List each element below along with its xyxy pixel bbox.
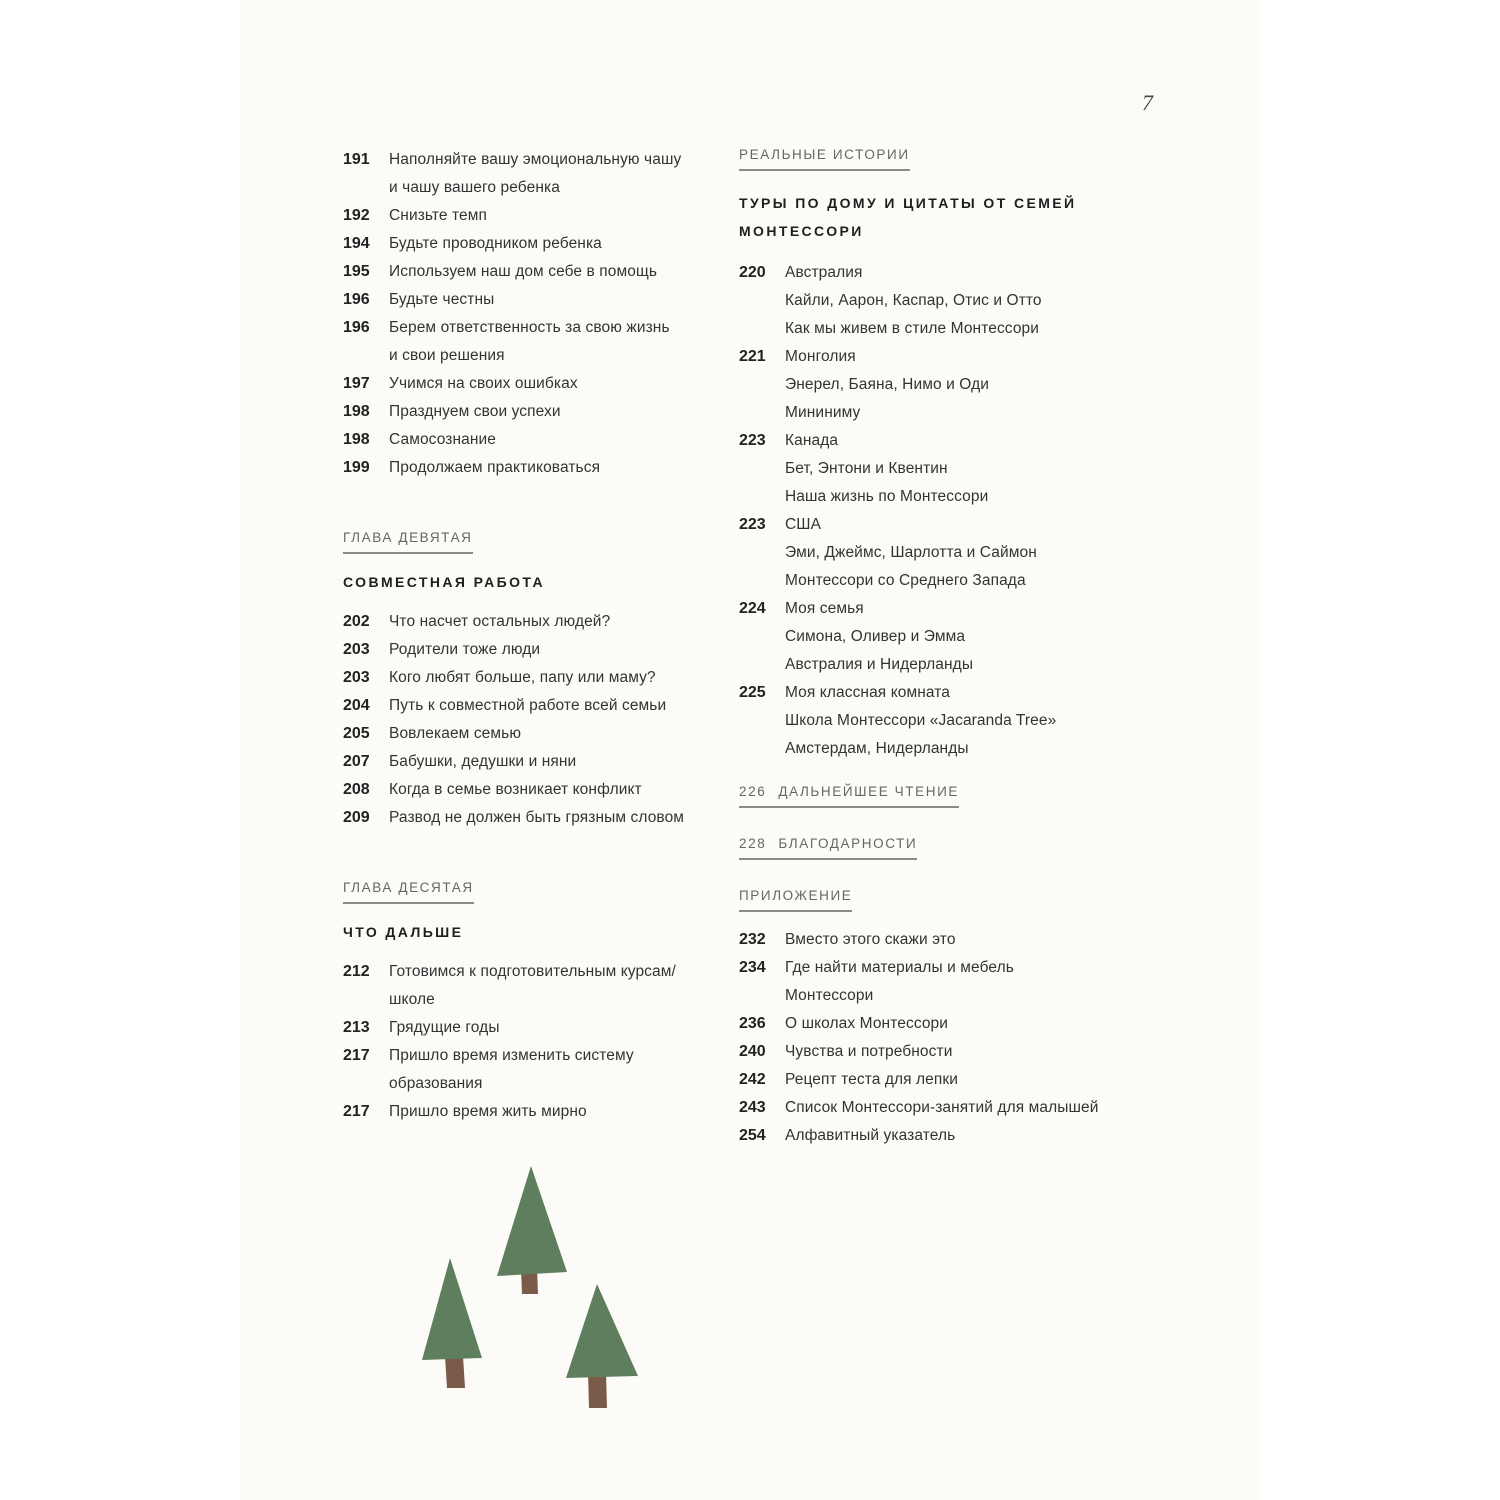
toc-entry — [739, 511, 1159, 595]
toc-list — [739, 926, 1159, 1150]
toc-entry-text — [389, 146, 713, 202]
chapter-title: СОВМЕСТНАЯ РАБОТА — [343, 574, 545, 590]
toc-entry-text — [785, 343, 1159, 427]
toc-page-number: 240 — [739, 1043, 766, 1060]
toc-entry-text — [389, 454, 713, 482]
toc-right-column — [739, 146, 1159, 1150]
toc-entry-line: Берем ответственность за свою жизнь — [389, 319, 670, 336]
toc-entry-line: О школах Монтессори — [785, 1015, 949, 1032]
toc-entry-text — [785, 679, 1159, 763]
toc-entry-line: Алфавитный указатель — [785, 1127, 956, 1144]
toc-entry — [739, 1038, 1159, 1066]
section-page-number: 228 — [739, 836, 767, 851]
toc-entry-line: Кайли, Аарон, Каспар, Отис и Отто — [785, 292, 1042, 309]
toc-entry-line: Как мы живем в стиле Монтессори — [785, 320, 1040, 337]
toc-page-number: 232 — [739, 931, 766, 948]
toc-entry-text — [389, 958, 713, 1014]
toc-entry-line: Празднуем свои успехи — [389, 403, 561, 420]
toc-entry-text — [785, 1066, 1159, 1094]
toc-entry-line: Вместо этого скажи это — [785, 931, 956, 948]
toc-page-number: 194 — [343, 235, 370, 252]
toc-entry-line: и чашу вашего ребенка — [389, 179, 560, 196]
toc-page-number: 242 — [739, 1071, 766, 1088]
toc-entry — [343, 776, 713, 804]
toc-entry-line: Самосознание — [389, 431, 496, 448]
toc-page-number: 196 — [343, 291, 370, 308]
toc-entry-line: Путь к совместной работе всей семьи — [389, 697, 667, 714]
toc-entry-text — [389, 804, 713, 832]
toc-entry-line: Мининиму — [785, 404, 861, 421]
toc-entry — [343, 1014, 713, 1042]
toc-entry-line: Список Монтессори-занятий для малышей — [785, 1099, 1099, 1116]
toc-entry — [739, 259, 1159, 343]
toc-entry-line: Используем наш дом себе в помощь — [389, 263, 658, 280]
toc-entry-line: Кого любят больше, папу или маму? — [389, 669, 656, 686]
toc-entry-line: Вовлекаем семью — [389, 725, 522, 742]
tree-illustration — [410, 1160, 650, 1420]
chapter-label: ГЛАВА ДЕВЯТАЯ — [343, 530, 473, 554]
toc-page-number: 254 — [739, 1127, 766, 1144]
toc-page-number: 220 — [739, 264, 766, 281]
section-page-number: 226 — [739, 784, 767, 799]
toc-entry-line: Что насчет остальных людей? — [389, 613, 611, 630]
section-title-line: ТУРЫ ПО ДОМУ И ЦИТАТЫ ОТ СЕМЕЙ — [739, 195, 1077, 211]
toc-entry — [343, 314, 713, 370]
toc-entry — [343, 426, 713, 454]
toc-entry-text — [389, 1098, 713, 1126]
toc-entry-line: образования — [389, 1075, 483, 1092]
toc-entry-line: Снизьте темп — [389, 207, 488, 224]
toc-entry-line: школе — [389, 991, 435, 1008]
toc-entry-text — [785, 511, 1159, 595]
toc-entry-line: Эми, Джеймс, Шарлотта и Саймон — [785, 544, 1037, 561]
chapter-title: ЧТО ДАЛЬШЕ — [343, 924, 464, 940]
toc-page-number: 209 — [343, 809, 370, 826]
toc-entry-text — [389, 692, 713, 720]
toc-entry-text — [389, 230, 713, 258]
section-label: ПРИЛОЖЕНИЕ — [739, 888, 852, 912]
toc-left-column — [343, 146, 713, 1126]
toc-entry-text — [785, 954, 1159, 1010]
toc-entry-text — [389, 426, 713, 454]
toc-page-number: 196 — [343, 319, 370, 336]
section-label-text: БЛАГОДАРНОСТИ — [778, 836, 918, 851]
page-number: 7 — [1142, 90, 1153, 115]
toc-list — [343, 958, 713, 1126]
toc-entry — [343, 258, 713, 286]
toc-entry-text — [785, 1038, 1159, 1066]
toc-entry-line: Развод не должен быть грязным словом — [389, 809, 685, 826]
toc-page-number: 205 — [343, 725, 370, 742]
toc-page-number: 197 — [343, 375, 370, 392]
toc-entry-text — [389, 748, 713, 776]
toc-entry-text — [785, 427, 1159, 511]
toc-page-number: 198 — [343, 431, 370, 448]
toc-page-number: 217 — [343, 1047, 370, 1064]
toc-entry — [343, 958, 713, 1014]
toc-entry-line: Монтессори со Среднего Запада — [785, 572, 1026, 589]
toc-entry-line: Где найти материалы и мебель — [785, 959, 1014, 976]
toc-entry — [343, 398, 713, 426]
toc-page-number: 221 — [739, 348, 766, 365]
toc-entry-line: Канада — [785, 432, 839, 449]
toc-page-number: 203 — [343, 641, 370, 658]
toc-entry-text — [389, 1042, 713, 1098]
toc-entry — [343, 202, 713, 230]
toc-entry-text — [389, 286, 713, 314]
toc-page-number: 207 — [343, 753, 370, 770]
toc-entry — [739, 427, 1159, 511]
tree-icon — [422, 1258, 482, 1388]
toc-entry — [343, 804, 713, 832]
toc-entry — [739, 926, 1159, 954]
toc-entry — [739, 1010, 1159, 1038]
toc-entry-line: Будьте проводником ребенка — [389, 235, 602, 252]
toc-entry-line: Моя классная комната — [785, 684, 951, 701]
toc-page-number: 203 — [343, 669, 370, 686]
toc-entry — [739, 595, 1159, 679]
chapter-label: ГЛАВА ДЕСЯТАЯ — [343, 880, 474, 904]
toc-entry — [343, 664, 713, 692]
section-title — [739, 189, 1159, 245]
toc-entry-line: США — [785, 516, 822, 533]
toc-entry — [343, 748, 713, 776]
toc-entry — [343, 230, 713, 258]
toc-entry-text — [389, 1014, 713, 1042]
toc-entry-text — [389, 398, 713, 426]
section-label — [739, 836, 917, 860]
toc-entry-line: Пришло время изменить систему — [389, 1047, 634, 1064]
toc-list — [343, 608, 713, 832]
toc-page-number: 202 — [343, 613, 370, 630]
toc-entry-line: Учимся на своих ошибках — [389, 375, 578, 392]
toc-page-number: 236 — [739, 1015, 766, 1032]
toc-entry — [343, 454, 713, 482]
toc-page-number: 195 — [343, 263, 370, 280]
toc-entry-line: Наполняйте вашу эмоциональную чашу — [389, 151, 682, 168]
toc-page-number: 212 — [343, 963, 370, 980]
toc-entry-text — [389, 776, 713, 804]
section-title-line: МОНТЕССОРИ — [739, 223, 864, 239]
toc-page-number: 208 — [343, 781, 370, 798]
toc-entry-line: Симона, Оливер и Эмма — [785, 628, 966, 645]
toc-entry — [343, 608, 713, 636]
toc-entry-line: Продолжаем практиковаться — [389, 459, 601, 476]
toc-entry — [343, 636, 713, 664]
toc-entry-line: Готовимся к подготовительным курсам/ — [389, 963, 676, 980]
toc-entry-line: Энерел, Баяна, Нимо и Оди — [785, 376, 989, 393]
toc-page-number: 223 — [739, 432, 766, 449]
toc-entry — [739, 1066, 1159, 1094]
toc-entry — [739, 1094, 1159, 1122]
toc-entry — [343, 1098, 713, 1126]
toc-entry-text — [785, 259, 1159, 343]
toc-page-number: 234 — [739, 959, 766, 976]
section-label-text: ДАЛЬНЕЙШЕЕ ЧТЕНИЕ — [778, 784, 959, 799]
toc-entry-line: Амстердам, Нидерланды — [785, 740, 969, 757]
toc-entry-text — [389, 720, 713, 748]
toc-entry-line: Наша жизнь по Монтессори — [785, 488, 989, 505]
toc-entry-text — [785, 1010, 1159, 1038]
toc-page-number: 204 — [343, 697, 370, 714]
toc-entry-text — [389, 370, 713, 398]
toc-entry-line: Монголия — [785, 348, 856, 365]
toc-entry-line: Грядущие годы — [389, 1019, 500, 1036]
section-label — [739, 784, 959, 808]
toc-page-number: 224 — [739, 600, 766, 617]
toc-entry-line: и свои решения — [389, 347, 505, 364]
toc-entry-line: Родители тоже люди — [389, 641, 541, 658]
toc-entry-line: Бет, Энтони и Квентин — [785, 460, 948, 477]
tree-icon — [497, 1166, 567, 1294]
toc-entry — [343, 146, 713, 202]
toc-entry-line: Австралия и Нидерланды — [785, 656, 974, 673]
toc-page-number: 243 — [739, 1099, 766, 1116]
toc-entry — [343, 1042, 713, 1098]
toc-entry — [739, 343, 1159, 427]
toc-entry-line: Австралия — [785, 264, 863, 281]
toc-page-number: 198 — [343, 403, 370, 420]
toc-entry-text — [785, 1122, 1159, 1150]
toc-page-number: 191 — [343, 151, 370, 168]
toc-page-number: 225 — [739, 684, 766, 701]
toc-entry — [343, 720, 713, 748]
toc-list — [739, 259, 1159, 763]
toc-list — [343, 146, 713, 482]
toc-entry-line: Моя семья — [785, 600, 864, 617]
toc-entry — [343, 692, 713, 720]
toc-entry-line: Когда в семье возникает конфликт — [389, 781, 642, 798]
toc-entry-line: Бабушки, дедушки и няни — [389, 753, 577, 770]
toc-entry-line: Будьте честны — [389, 291, 495, 308]
toc-entry-text — [389, 608, 713, 636]
toc-page-number: 223 — [739, 516, 766, 533]
toc-entry-text — [785, 926, 1159, 954]
toc-entry-text — [389, 314, 713, 370]
toc-page-number: 199 — [343, 459, 370, 476]
section-label: РЕАЛЬНЫЕ ИСТОРИИ — [739, 147, 910, 171]
toc-entry — [343, 370, 713, 398]
toc-entry — [343, 286, 713, 314]
toc-page-number: 217 — [343, 1103, 370, 1120]
toc-entry-text — [785, 1094, 1159, 1122]
toc-entry-line: Школа Монтессори «Jacaranda Tree» — [785, 712, 1057, 729]
toc-entry-text — [785, 595, 1159, 679]
toc-page-number: 192 — [343, 207, 370, 224]
toc-entry-text — [389, 636, 713, 664]
tree-icon — [566, 1284, 638, 1408]
toc-entry-text — [389, 202, 713, 230]
toc-entry-text — [389, 664, 713, 692]
toc-entry-line: Пришло время жить мирно — [389, 1103, 587, 1120]
toc-page-number: 213 — [343, 1019, 370, 1036]
toc-entry — [739, 954, 1159, 1010]
toc-entry-line: Рецепт теста для лепки — [785, 1071, 959, 1088]
toc-entry — [739, 1122, 1159, 1150]
toc-entry-line: Чувства и потребности — [785, 1043, 953, 1060]
toc-entry-text — [389, 258, 713, 286]
toc-entry-line: Монтессори — [785, 987, 874, 1004]
toc-entry — [739, 679, 1159, 763]
